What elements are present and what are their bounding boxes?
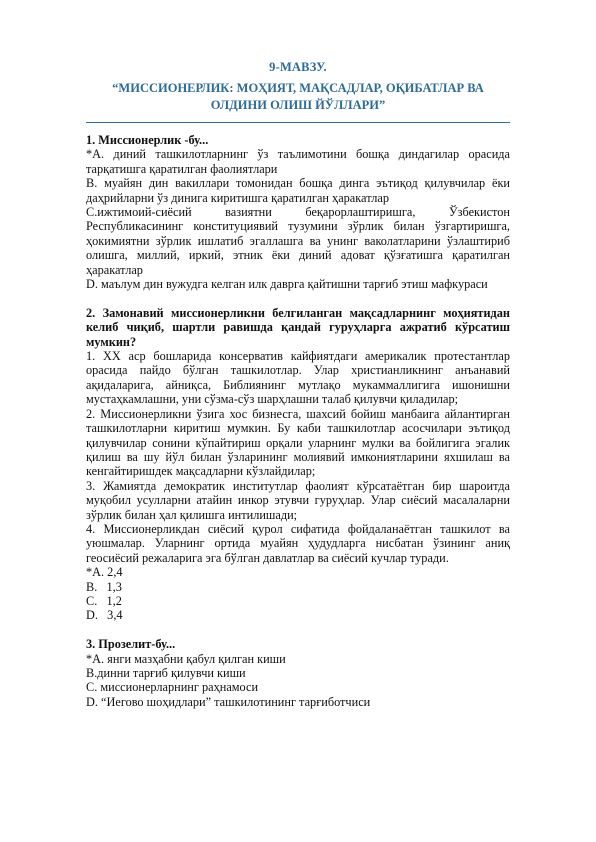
question-3-option-d: D. “Иегово шоҳидлари” ташкилотининг тарғиботчиси bbox=[86, 694, 371, 709]
question-3-option-b: B.динни тарғиб қилувчи киши bbox=[86, 666, 246, 680]
question-1-option-d: D. маълум дин вужудга келган илк даврга қайтишни тарғиб этиш мафкураси bbox=[86, 277, 488, 292]
page-title: “МИССИОНЕРЛИК: МОҲИЯТ, МАҚСАДЛАР, ОҚИБАТЛАР ВА ОЛДИНИ ОЛИШ ЙЎЛЛАРИ” bbox=[112, 81, 484, 112]
question-2-option-c: C. 1,2 bbox=[86, 593, 122, 608]
question-2-option-b: B. 1,3 bbox=[86, 579, 122, 594]
question-2-statement-3: 3. Жамиятда демократик институтлар фаолият кўрсатаётган бир шароитда муқобил усулларни атайин инкор этувчи гуруҳлар. Улар сиёсий масалаларни зўрлик билан ҳал қилишга интилишади; bbox=[86, 478, 510, 522]
question-1-option-c: C.ижтимоий-сиёсий вазиятни беқарорлаштиришга, Ўзбекистон Республикасининг конституциявий тузумини зўрлик билан ўзгартиришга, ҳокимиятни зўрлик ишлатиб эгаллашга ва унинг ваколатларини ўзлаштириб олишга, миллий, иркий, этник ёки диний адоват қўзғатишга қаратилган ҳаракатлар bbox=[86, 205, 510, 277]
spacer bbox=[86, 291, 510, 305]
question-2-title: 2. Замонавий миссионерликни белгиланган мақсадларнинг моҳиятидан келиб чиқиб, шартли равишда қандай гуруҳларга ажратиб кўрсатиш мумкин? bbox=[86, 305, 510, 349]
title-underline bbox=[86, 122, 510, 123]
question-3-option-a: *А. янги мазҳабни қабул қилган киши bbox=[86, 651, 286, 666]
topic-number: 9-МАВЗУ. bbox=[269, 60, 327, 74]
question-3-option-c: C. миссионерларнинг раҳнамоси bbox=[86, 680, 259, 695]
question-1-option-a: *А. диний ташкилотларнинг ўз таълимотини бошқа диндагилар орасида тарқатишга қаратилган фаолиятлари bbox=[86, 147, 510, 176]
question-3-title: 3. Прозелит-бу... bbox=[86, 637, 176, 652]
question-2-option-d: D. 3,4 bbox=[86, 608, 123, 623]
questions-body bbox=[86, 133, 510, 709]
question-1-title: 1. Миссионерлик -бу... bbox=[86, 133, 209, 147]
question-1-option-b: B. муайян дин вакиллари томонидан бошқа динга эътиқод қилувчилар ёки даҳрийларни ўз динига киритишга қаратилган ҳаракатлар bbox=[86, 176, 510, 205]
question-2-statement-4: 4. Миссионерликдан сиёсий қурол сифатида фойдаланаётган ташкилот ва уюшмалар. Уларнинг ортида муайян ҳудудларга нисбатан ўзининг аниқ геосиёсий режаларига эга бўлган давлатлар ва сиёсий кучлар туради. bbox=[86, 521, 510, 565]
question-2-statement-2: 2. Миссионерликни ўзига хос бизнесга, шахсий бойиш манбаига айлантирган ташкилотларни киритиш мумкин. Бу каби ташкилотлар асосчилари эътиқод қилувчилар сонини кўпайтириш орқали уларнинг мулки ва бойлигига эгалик қилиш ва шу йўл билан ўзларининг молиявий имкониятларини яхшилаш ва кенгайтиришдек мақсадларни кўзлайдилар; bbox=[86, 406, 510, 479]
question-2-statement-1: 1. XX аср бошларида консерватив кайфиятдаги америкалик протестантлар орасида пайдо бўлган ташкилотлар. Улар христианликнинг анъанавий ақидаларига, айниқса, Библиянинг мутлақо мукаммаллигига ишонишни мустаҳкамлашни, уни сўзма-сўз шарҳлашни талаб қилувчи қиладилар; bbox=[86, 349, 510, 407]
question-2-option-a: *A. 2,4 bbox=[86, 565, 123, 580]
spacer bbox=[86, 623, 510, 637]
